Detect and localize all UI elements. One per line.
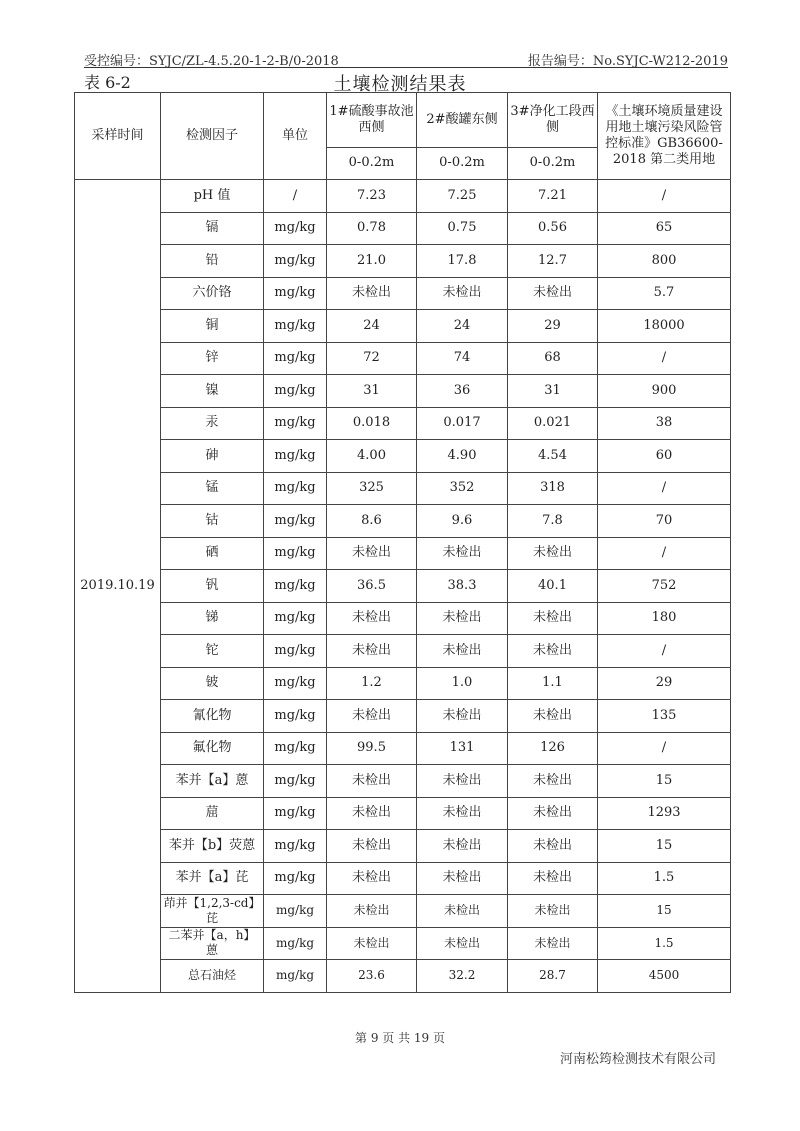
site2-value: 38.3 [417,570,508,603]
standard-value: 60 [598,440,731,473]
unit-cell: mg/kg [264,310,327,343]
factor-cell: 钒 [161,570,264,603]
site2-value: 未检出 [417,277,508,310]
site2-value: 未检出 [417,830,508,863]
standard-value: / [598,180,731,213]
unit-cell: mg/kg [264,570,327,603]
site2-value: 74 [417,342,508,375]
table-row [75,505,731,538]
site3-value: 未检出 [508,602,598,635]
report-number: 报告编号：No.SYJC-W212-2019 [527,54,728,69]
site3-value: 318 [508,472,598,505]
site1-value: 未检出 [327,635,417,668]
header-standard: 《土壤环境质量建设用地土壤污染风险管控标准》GB36600-2018 第二类用地 [598,93,731,180]
table-row [75,927,731,960]
site1-value: 未检出 [327,700,417,733]
site2-value: 未检出 [417,765,508,798]
standard-value: 180 [598,602,731,635]
table-row [75,635,731,668]
site2-value: 32.2 [417,960,508,993]
table-row [75,180,731,213]
unit-cell: mg/kg [264,537,327,570]
table-row [75,797,731,830]
factor-cell: 锑 [161,602,264,635]
site2-value: 未检出 [417,635,508,668]
standard-value: 900 [598,375,731,408]
standard-value: 15 [598,895,731,928]
table-row [75,212,731,245]
unit-cell: mg/kg [264,862,327,895]
unit-cell: mg/kg [264,700,327,733]
standard-value: 5.7 [598,277,731,310]
factor-cell: 茚并【1,2,3-cd】芘 [161,895,264,928]
table-row [75,440,731,473]
header-depth-1: 0-0.2m [327,148,417,180]
site2-value: 0.75 [417,212,508,245]
site3-value: 未检出 [508,700,598,733]
header-site-2: 2#酸罐东侧 [417,93,508,148]
factor-cell: 铍 [161,667,264,700]
factor-cell: 镉 [161,212,264,245]
table-row [75,700,731,733]
table-row [75,407,731,440]
company-name: 河南松筠检测技术有限公司 [559,1052,716,1067]
header-depth-2: 0-0.2m [417,148,508,180]
site2-value: 未检出 [417,602,508,635]
site3-value: 40.1 [508,570,598,603]
header-factor: 检测因子 [161,93,264,180]
site3-value: 1.1 [508,667,598,700]
standard-value: 135 [598,700,731,733]
site1-value: 0.018 [327,407,417,440]
standard-value: 15 [598,765,731,798]
site2-value: 未检出 [417,895,508,928]
site1-value: 未检出 [327,537,417,570]
site3-value: 12.7 [508,245,598,278]
site3-value: 未检出 [508,927,598,960]
table-row [75,862,731,895]
site1-value: 1.2 [327,667,417,700]
standard-value: 70 [598,505,731,538]
standard-value: / [598,537,731,570]
site1-value: 未检出 [327,602,417,635]
standard-value: 1293 [598,797,731,830]
site1-value: 99.5 [327,732,417,765]
site1-value: 未检出 [327,927,417,960]
unit-cell: mg/kg [264,960,327,993]
factor-cell: pH 值 [161,180,264,213]
factor-cell: 硒 [161,537,264,570]
site2-value: 1.0 [417,667,508,700]
site2-value: 0.017 [417,407,508,440]
site3-value: 29 [508,310,598,343]
table-title: 土壤检测结果表 [333,74,467,95]
table-row [75,895,731,928]
site3-value: 未检出 [508,830,598,863]
site1-value: 23.6 [327,960,417,993]
site3-value: 7.8 [508,505,598,538]
site2-value: 未检出 [417,537,508,570]
unit-cell: mg/kg [264,927,327,960]
standard-value: 752 [598,570,731,603]
standard-value: / [598,472,731,505]
site1-value: 未检出 [327,797,417,830]
table-label: 表 6-2 [84,73,131,92]
factor-cell: 总石油烃 [161,960,264,993]
table-row [75,277,731,310]
header-site-3: 3#净化工段西侧 [508,93,598,148]
standard-value: 1.5 [598,862,731,895]
table-row [75,472,731,505]
site1-value: 未检出 [327,765,417,798]
site2-value: 未检出 [417,862,508,895]
table-row [75,732,731,765]
factor-cell: 苯并【a】蒽 [161,765,264,798]
site3-value: 0.56 [508,212,598,245]
site3-value: 未检出 [508,797,598,830]
factor-cell: 钴 [161,505,264,538]
site1-value: 24 [327,310,417,343]
standard-value: 1.5 [598,927,731,960]
unit-cell: mg/kg [264,407,327,440]
control-number: 受控编号：SYJC/ZL-4.5.20-1-2-B/0-2018 [84,54,339,69]
site2-value: 7.25 [417,180,508,213]
site3-value: 7.21 [508,180,598,213]
factor-cell: 镍 [161,375,264,408]
standard-value: 800 [598,245,731,278]
site3-value: 28.7 [508,960,598,993]
standard-value: 4500 [598,960,731,993]
unit-cell: mg/kg [264,895,327,928]
unit-cell: mg/kg [264,245,327,278]
table-row [75,602,731,635]
site2-value: 131 [417,732,508,765]
table-row [75,342,731,375]
unit-cell: mg/kg [264,797,327,830]
factor-cell: 铊 [161,635,264,668]
header-site-1: 1#硫酸事故池西侧 [327,93,417,148]
site1-value: 未检出 [327,830,417,863]
standard-value: / [598,635,731,668]
standard-value: 65 [598,212,731,245]
table-row [75,537,731,570]
site1-value: 36.5 [327,570,417,603]
site3-value: 未检出 [508,537,598,570]
site2-value: 17.8 [417,245,508,278]
site1-value: 72 [327,342,417,375]
standard-value: 29 [598,667,731,700]
unit-cell: / [264,180,327,213]
factor-cell: 苯并【a】芘 [161,862,264,895]
unit-cell: mg/kg [264,212,327,245]
unit-cell: mg/kg [264,732,327,765]
site2-value: 352 [417,472,508,505]
sample-date-cell: 2019.10.19 [75,180,161,993]
table-row [75,310,731,343]
site1-value: 4.00 [327,440,417,473]
site3-value: 31 [508,375,598,408]
factor-cell: 六价铬 [161,277,264,310]
site2-value: 未检出 [417,927,508,960]
factor-cell: 锰 [161,472,264,505]
factor-cell: 汞 [161,407,264,440]
site3-value: 68 [508,342,598,375]
header-date: 采样时间 [75,93,161,180]
factor-cell: 铜 [161,310,264,343]
site3-value: 未检出 [508,635,598,668]
header-depth-3: 0-0.2m [508,148,598,180]
site2-value: 24 [417,310,508,343]
unit-cell: mg/kg [264,602,327,635]
site1-value: 未检出 [327,895,417,928]
table-row [75,667,731,700]
site2-value: 9.6 [417,505,508,538]
factor-cell: 氟化物 [161,732,264,765]
site1-value: 8.6 [327,505,417,538]
unit-cell: mg/kg [264,830,327,863]
factor-cell: 氰化物 [161,700,264,733]
unit-cell: mg/kg [264,277,327,310]
site2-value: 未检出 [417,700,508,733]
site3-value: 4.54 [508,440,598,473]
table-row [75,375,731,408]
site3-value: 0.021 [508,407,598,440]
site1-value: 0.78 [327,212,417,245]
unit-cell: mg/kg [264,505,327,538]
standard-value: / [598,732,731,765]
factor-cell: 䓛 [161,797,264,830]
header-rule [84,67,728,68]
unit-cell: mg/kg [264,667,327,700]
standard-value: 18000 [598,310,731,343]
factor-cell: 二苯并【a，h】蒽 [161,927,264,960]
site1-value: 21.0 [327,245,417,278]
site3-value: 126 [508,732,598,765]
table-row [75,570,731,603]
site1-value: 未检出 [327,277,417,310]
site1-value: 7.23 [327,180,417,213]
standard-value: 15 [598,830,731,863]
site3-value: 未检出 [508,765,598,798]
site3-value: 未检出 [508,862,598,895]
header-unit: 单位 [264,93,327,180]
unit-cell: mg/kg [264,375,327,408]
site1-value: 325 [327,472,417,505]
site2-value: 4.90 [417,440,508,473]
standard-value: 38 [598,407,731,440]
unit-cell: mg/kg [264,342,327,375]
factor-cell: 砷 [161,440,264,473]
site3-value: 未检出 [508,895,598,928]
standard-value: / [598,342,731,375]
site2-value: 36 [417,375,508,408]
table-row [75,245,731,278]
unit-cell: mg/kg [264,440,327,473]
factor-cell: 锌 [161,342,264,375]
unit-cell: mg/kg [264,635,327,668]
site1-value: 未检出 [327,862,417,895]
soil-results-table [74,92,731,993]
site1-value: 31 [327,375,417,408]
unit-cell: mg/kg [264,472,327,505]
factor-cell: 苯并【b】荧蒽 [161,830,264,863]
page-number: 第 9 页 共 19 页 [355,1031,445,1045]
table-row [75,830,731,863]
factor-cell: 铅 [161,245,264,278]
table-row [75,960,731,993]
site2-value: 未检出 [417,797,508,830]
table-row [75,765,731,798]
unit-cell: mg/kg [264,765,327,798]
site3-value: 未检出 [508,277,598,310]
